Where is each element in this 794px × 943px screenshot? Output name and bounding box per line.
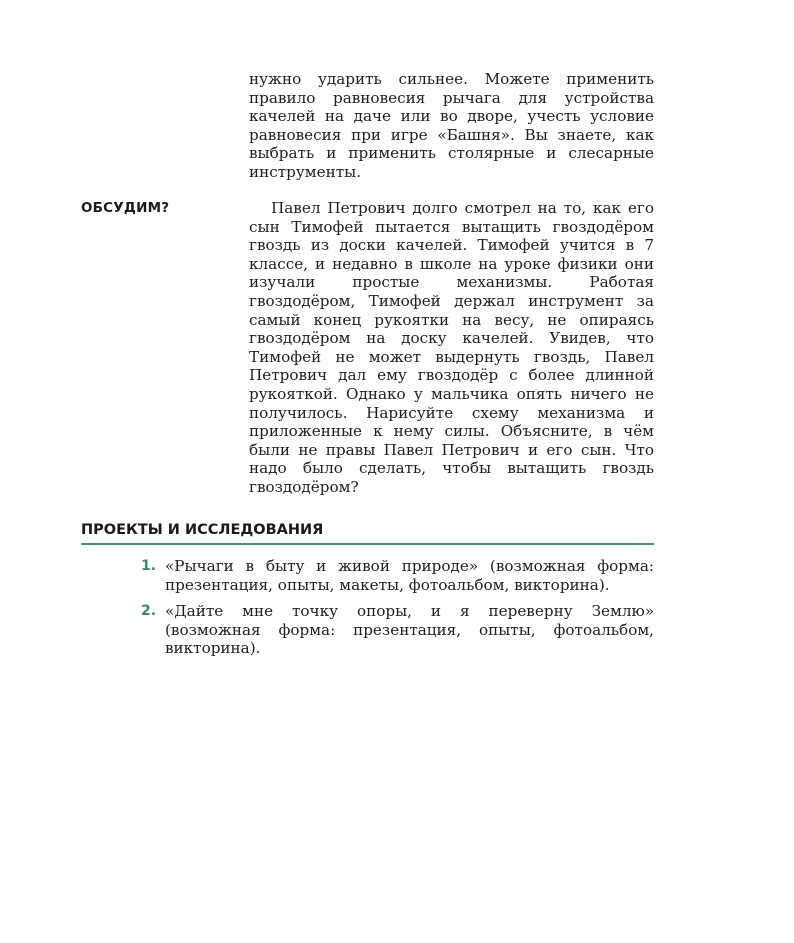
project-number: 1. [141, 558, 157, 574]
intro-paragraph: нужно ударить сильнее. Можете применить правило равновесия рычага для устройства качелей на даче или во дворе, учесть условие равновесия при игре «Башня». Вы знаете, как выбрать и применить столярные и слесарные инструменты. [249, 70, 654, 181]
project-number: 2. [141, 603, 157, 620]
project-text: «Дайте мне точку опоры, и я переверну Землю» (возможная форма: презентация, опыты, фотоальбом, викторина). [165, 602, 654, 658]
discuss-paragraph: Павел Петрович долго смотрел на то, как его сын Тимофей пытается вытащить гвоздодёром гвоздь из доски качелей. Тимофей учится в 7 классе, и недавно в школе на уроке физики они изучали простые механизмы. Работая гвоздодёром, Тимофей держал инструмент за самый конец рукоятки на весу, не опираясь гвоздодёром на доску качелей. Увидев, что Тимофей не может выдернуть гвоздь, Павел Петрович дал ему гвоздодёр с более длинной рукояткой. Однако у мальчика опять ничего не получилось. Нарисуйте схему механизма и приложенные к нему силы. Объясните, в чём были не правы Павел Петрович и его сын. Что надо было сделать, чтобы вытащить гвоздь гвоздодёром? [249, 199, 654, 496]
discuss-label: ОБСУДИМ? [81, 200, 170, 216]
projects-heading: ПРОЕКТЫ И ИССЛЕДОВАНИЯ [81, 522, 654, 545]
list-item [141, 557, 654, 594]
projects-list [141, 557, 654, 666]
project-text: «Рычаги в быту и живой природе» (возможная форма: презентация, опыты, макеты, фотоальбом, викторина). [165, 557, 654, 594]
list-item [141, 602, 654, 658]
